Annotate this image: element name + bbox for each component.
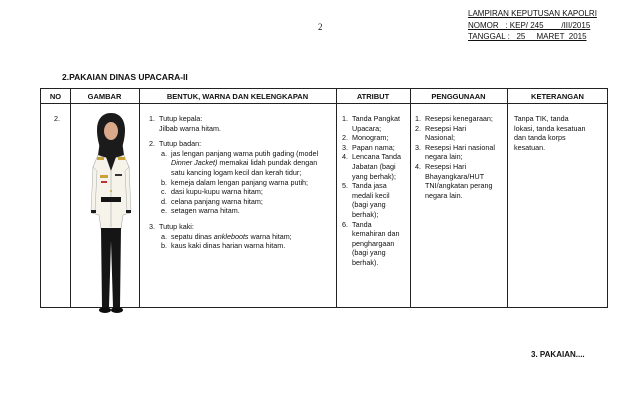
col-divider bbox=[139, 89, 140, 307]
item-line: berhak). bbox=[352, 257, 379, 267]
header-gambar: GAMBAR bbox=[87, 92, 122, 101]
keterangan-line: Tanpa TIK, tanda bbox=[514, 114, 569, 123]
bentuk-cell bbox=[149, 114, 334, 251]
atribut-item bbox=[342, 220, 408, 268]
item-text bbox=[352, 133, 388, 143]
col-divider bbox=[410, 89, 411, 307]
item-text-italic: ankleboots bbox=[213, 231, 249, 241]
item-number: 3. bbox=[149, 221, 155, 231]
item-line: Resepsi Hari nasional bbox=[425, 142, 495, 152]
col-divider bbox=[70, 89, 71, 307]
item-line: negara lain; bbox=[425, 152, 463, 162]
header-bentuk: BENTUK, WARNA DAN KELENGKAPAN bbox=[166, 92, 309, 101]
item-title: Tutup badan: bbox=[159, 139, 202, 149]
item-line: (bagi yang bbox=[352, 200, 386, 210]
item-line: yang berhak); bbox=[352, 171, 396, 181]
item-line: Papan nama; bbox=[352, 142, 395, 152]
item-text: jas lengan panjang warna putih gading (model bbox=[171, 148, 319, 158]
penggunaan-cell bbox=[415, 114, 507, 200]
item-number: 1. bbox=[149, 114, 155, 123]
item-title: Tutup kepala: bbox=[159, 114, 203, 123]
atribut-item bbox=[342, 133, 408, 143]
header-line-title: LAMPIRAN KEPUTUSAN KAPOLRI bbox=[468, 9, 597, 18]
item-text: Jilbab warna hitam. bbox=[159, 123, 221, 133]
item-number: 2. bbox=[415, 123, 421, 133]
item-text-italic: Dinner Jacket) bbox=[171, 158, 218, 168]
item-text: dasi kupu-kupu warna hitam; bbox=[171, 187, 263, 197]
item-line: Upacara; bbox=[352, 123, 382, 133]
item-text bbox=[171, 232, 292, 242]
item-line: kemahiran dan bbox=[352, 229, 400, 239]
item-number: 6. bbox=[342, 219, 348, 229]
atribut-cell bbox=[342, 114, 408, 268]
item-line: Tanda jasa bbox=[352, 181, 387, 191]
continuation-note: 3. PAKAIAN.... bbox=[531, 350, 585, 359]
item-number: 2. bbox=[342, 133, 348, 143]
item-line: Bhayangkara/HUT bbox=[425, 171, 485, 181]
item-line: negara lain. bbox=[425, 190, 463, 200]
atribut-item bbox=[342, 143, 408, 153]
item-text: warna hitam; bbox=[248, 231, 292, 241]
header-divider bbox=[41, 103, 607, 104]
item-line: TNI/angkatan perang bbox=[425, 181, 493, 191]
document-header bbox=[468, 8, 597, 43]
item-text bbox=[352, 220, 400, 268]
item-number: e. bbox=[161, 206, 167, 216]
item-text: sepatu dinas bbox=[171, 231, 214, 241]
item-text: setagen warna hitam. bbox=[171, 206, 240, 216]
item-number: b. bbox=[161, 241, 167, 251]
item-number: 3. bbox=[342, 142, 348, 152]
item-text bbox=[425, 162, 493, 200]
item-text bbox=[425, 114, 493, 124]
col-divider bbox=[507, 89, 508, 307]
item-number: 3. bbox=[415, 142, 421, 152]
item-text bbox=[149, 158, 334, 168]
item-line: Tanda bbox=[352, 219, 372, 229]
item-line: Monogram; bbox=[352, 133, 389, 143]
item-number: 5. bbox=[342, 181, 348, 191]
item-number: 2. bbox=[149, 139, 155, 149]
atribut-item bbox=[342, 152, 408, 181]
header-line-tanggal: TANGGAL : 25 MARET 2015 bbox=[468, 32, 587, 41]
item-line: berhak); bbox=[352, 209, 379, 219]
item-text: kaus kaki dinas harian warna hitam. bbox=[171, 241, 286, 251]
keterangan-cell bbox=[514, 114, 606, 152]
header-penggunaan: PENGGUNAAN bbox=[431, 92, 486, 101]
item-text: memakai lidah pundak dengan bbox=[217, 158, 318, 168]
item-line: Resepsi Hari bbox=[425, 123, 467, 133]
item-line: (bagi yang bbox=[352, 248, 386, 258]
item-number: 4. bbox=[342, 152, 348, 162]
keterangan-line: dan tanda korps bbox=[514, 133, 566, 143]
item-number: 1. bbox=[415, 114, 421, 123]
item-line: Nasional; bbox=[425, 133, 455, 143]
page-number: 2 bbox=[318, 22, 323, 32]
atribut-item bbox=[342, 114, 408, 133]
item-text bbox=[425, 124, 466, 143]
keterangan-line: kesatuan. bbox=[514, 142, 546, 152]
item-number: d. bbox=[161, 196, 167, 206]
item-number: a. bbox=[161, 148, 167, 158]
item-number: 4. bbox=[415, 161, 421, 171]
item-text bbox=[352, 143, 395, 153]
keterangan-line: lokasi, tanda kesatuan bbox=[514, 123, 586, 133]
item-number: 1. bbox=[342, 114, 348, 123]
item-line: medali kecil bbox=[352, 190, 390, 200]
penggunaan-item bbox=[415, 124, 507, 143]
item-text: kemeja dalam lengan panjang warna putih; bbox=[171, 177, 309, 187]
item-number: a. bbox=[161, 231, 167, 241]
item-title: Tutup kaki: bbox=[159, 221, 194, 231]
item-line: Resepsi kenegaraan; bbox=[425, 114, 493, 123]
col-divider bbox=[336, 89, 337, 307]
item-text bbox=[352, 114, 400, 133]
item-line: Lencana Tanda bbox=[352, 152, 402, 162]
item-line: Tanda Pangkat bbox=[352, 114, 400, 123]
item-text bbox=[352, 152, 401, 181]
section-title: 2.PAKAIAN DINAS UPACARA-II bbox=[62, 72, 188, 82]
atribut-item bbox=[342, 181, 408, 219]
item-line: penghargaan bbox=[352, 238, 395, 248]
item-text: satu kancing logam kecil dan kerah tidur; bbox=[171, 167, 302, 177]
penggunaan-item bbox=[415, 162, 507, 200]
header-no: NO bbox=[49, 92, 62, 101]
uniform-figure-illustration bbox=[88, 111, 134, 319]
item-line: Jabatan (bagi bbox=[352, 161, 396, 171]
penggunaan-item bbox=[415, 114, 507, 124]
item-number: b. bbox=[161, 177, 167, 187]
item-text bbox=[352, 181, 390, 219]
header-atribut: ATRIBUT bbox=[356, 92, 390, 101]
header-keterangan: KETERANGAN bbox=[531, 92, 584, 101]
header-line-nomor: NOMOR : KEP/ 245 /III/2015 bbox=[468, 20, 591, 30]
item-line: Resepsi Hari bbox=[425, 161, 467, 171]
item-text: celana panjang warna hitam; bbox=[171, 196, 263, 206]
penggunaan-item bbox=[415, 143, 507, 162]
item-text bbox=[425, 143, 495, 162]
row-number: 2. bbox=[54, 114, 60, 123]
item-number: c. bbox=[161, 187, 167, 197]
